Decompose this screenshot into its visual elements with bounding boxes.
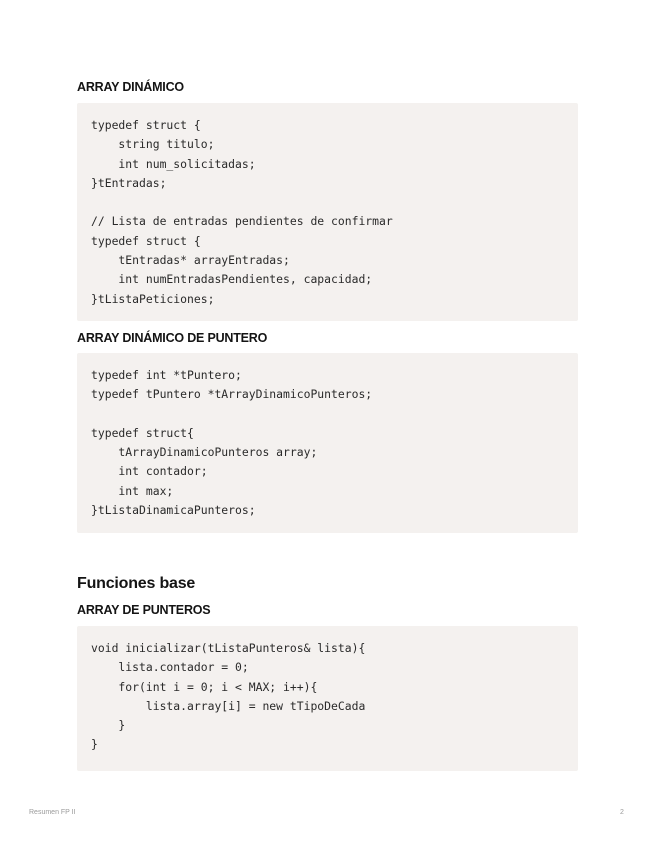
code-line: int contador; <box>91 464 208 479</box>
section-title-funciones-base: Funciones base <box>77 575 196 592</box>
code-block-array-dinamico-puntero <box>77 353 578 533</box>
code-line: } <box>91 737 98 752</box>
code-line: }tEntradas; <box>91 175 167 190</box>
section-heading-array-de-punteros: ARRAY DE PUNTEROS <box>77 603 211 617</box>
code-line: lista.contador = 0; <box>91 660 249 675</box>
code-line <box>91 405 578 424</box>
code-line: }tListaPeticiones; <box>91 291 215 306</box>
code-line: tEntradas* arrayEntradas; <box>91 253 290 268</box>
code-line: tArrayDinamicoPunteros array; <box>91 445 318 460</box>
footer-page-number: 2 <box>620 809 624 816</box>
code-line <box>91 193 578 212</box>
code-line: int max; <box>91 483 174 498</box>
code-block-array-de-punteros <box>77 626 578 771</box>
code-line: // Lista de entradas pendientes de confirmar <box>91 214 393 229</box>
code-line: string titulo; <box>91 137 215 152</box>
code-line: typedef struct { <box>91 118 201 132</box>
code-line: typedef struct { <box>91 233 201 248</box>
code-line: lista.array[i] = new tTipoDeCada <box>91 698 366 713</box>
code-line: typedef struct{ <box>91 425 194 440</box>
code-line: int num_solicitadas; <box>91 156 256 171</box>
code-line: typedef int *tPuntero; <box>91 368 242 382</box>
section-heading-array-dinamico: ARRAY DINÁMICO <box>77 80 184 94</box>
code-line: int numEntradasPendientes, capacidad; <box>91 272 373 287</box>
footer-doc-name: Resumen FP II <box>29 809 76 816</box>
code-line: } <box>91 718 126 733</box>
code-line: for(int i = 0; i < MAX; i++){ <box>91 679 318 694</box>
code-block-array-dinamico <box>77 103 578 321</box>
code-line: void inicializar(tListaPunteros& lista){ <box>91 641 366 655</box>
section-heading-array-dinamico-puntero: ARRAY DINÁMICO DE PUNTERO <box>77 331 268 345</box>
code-line: }tListaDinamicaPunteros; <box>91 503 256 518</box>
code-line: typedef tPuntero *tArrayDinamicoPunteros; <box>91 387 373 402</box>
